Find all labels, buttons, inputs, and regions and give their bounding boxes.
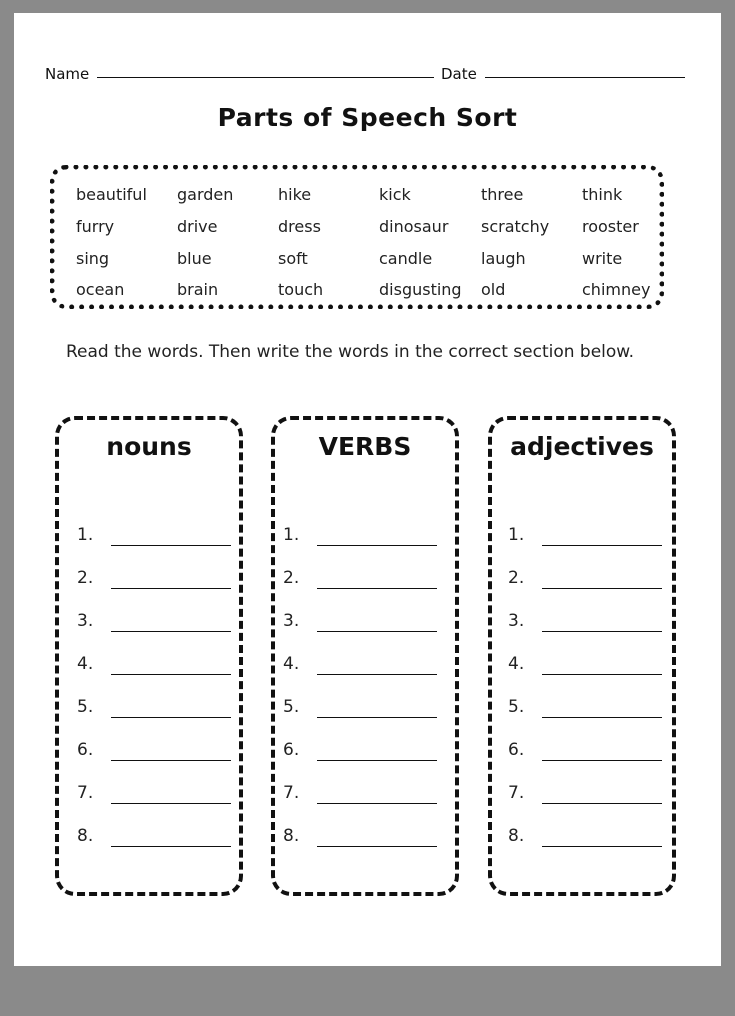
item-number: 2. <box>283 568 300 588</box>
word-bank-item: touch <box>278 280 324 299</box>
page-title: Parts of Speech Sort <box>217 103 518 132</box>
word-bank <box>50 165 664 309</box>
name-label: Name <box>45 65 90 83</box>
word-bank-item: write <box>582 249 623 268</box>
word-bank-item: soft <box>278 249 308 268</box>
adjectives-column <box>488 416 676 896</box>
answer-line[interactable] <box>111 545 231 546</box>
answer-line[interactable] <box>317 674 437 675</box>
word-bank-item: drive <box>177 217 218 236</box>
answer-line[interactable] <box>542 846 662 847</box>
word-bank-item: brain <box>177 280 219 299</box>
word-bank-item: rooster <box>582 217 639 236</box>
answer-line[interactable] <box>111 588 231 589</box>
answer-line[interactable] <box>111 803 231 804</box>
answer-line[interactable] <box>317 631 437 632</box>
item-number: 4. <box>283 654 300 674</box>
name-field[interactable] <box>97 77 434 78</box>
item-number: 8. <box>283 826 300 846</box>
answer-line[interactable] <box>542 803 662 804</box>
word-bank-item: ocean <box>76 280 125 299</box>
item-number: 5. <box>77 697 94 717</box>
answer-line[interactable] <box>317 803 437 804</box>
answer-line[interactable] <box>542 631 662 632</box>
answer-line[interactable] <box>111 846 231 847</box>
word-bank-item: hike <box>278 185 312 204</box>
item-number: 2. <box>77 568 94 588</box>
answer-line[interactable] <box>317 760 437 761</box>
word-bank-item: garden <box>177 185 234 204</box>
column-title-nouns: nouns <box>106 432 192 461</box>
item-number: 8. <box>508 826 525 846</box>
answer-line[interactable] <box>317 717 437 718</box>
answer-line[interactable] <box>317 545 437 546</box>
item-number: 6. <box>283 740 300 760</box>
answer-line[interactable] <box>317 588 437 589</box>
answer-line[interactable] <box>542 545 662 546</box>
item-number: 3. <box>508 611 525 631</box>
word-bank-item: sing <box>76 249 110 268</box>
item-number: 8. <box>77 826 94 846</box>
word-bank-item: blue <box>177 249 212 268</box>
item-number: 3. <box>283 611 300 631</box>
column-title-verbs: VERBS <box>318 432 412 461</box>
answer-line[interactable] <box>111 674 231 675</box>
word-bank-item: three <box>481 185 524 204</box>
item-number: 3. <box>77 611 94 631</box>
item-number: 5. <box>283 697 300 717</box>
answer-line[interactable] <box>542 717 662 718</box>
word-bank-item: dress <box>278 217 321 236</box>
answer-line[interactable] <box>111 760 231 761</box>
item-number: 6. <box>77 740 94 760</box>
word-bank-item: old <box>481 280 506 299</box>
answer-line[interactable] <box>542 760 662 761</box>
answer-line[interactable] <box>542 588 662 589</box>
item-number: 7. <box>283 783 300 803</box>
word-bank-item: chimney <box>582 280 651 299</box>
answer-line[interactable] <box>111 717 231 718</box>
worksheet-page <box>14 13 721 966</box>
word-bank-item: scratchy <box>481 217 550 236</box>
answer-line[interactable] <box>542 674 662 675</box>
item-number: 1. <box>508 525 525 545</box>
item-number: 7. <box>508 783 525 803</box>
verbs-column <box>271 416 459 896</box>
answer-line[interactable] <box>317 846 437 847</box>
instructions-text: Read the words. Then write the words in the correct section below. <box>66 342 635 362</box>
nouns-column <box>55 416 243 896</box>
item-number: 7. <box>77 783 94 803</box>
date-field[interactable] <box>485 77 685 78</box>
column-title-adjectives: adjectives <box>510 432 654 461</box>
word-bank-item: kick <box>379 185 411 204</box>
answer-line[interactable] <box>111 631 231 632</box>
item-number: 1. <box>77 525 94 545</box>
item-number: 6. <box>508 740 525 760</box>
word-bank-item: laugh <box>481 249 526 268</box>
item-number: 4. <box>508 654 525 674</box>
item-number: 4. <box>77 654 94 674</box>
date-label: Date <box>441 65 477 83</box>
word-bank-item: disgusting <box>379 280 462 299</box>
item-number: 5. <box>508 697 525 717</box>
word-bank-item: furry <box>76 217 115 236</box>
item-number: 2. <box>508 568 525 588</box>
word-bank-item: think <box>582 185 623 204</box>
word-bank-item: candle <box>379 249 433 268</box>
word-bank-item: beautiful <box>76 185 147 204</box>
word-bank-item: dinosaur <box>379 217 449 236</box>
item-number: 1. <box>283 525 300 545</box>
